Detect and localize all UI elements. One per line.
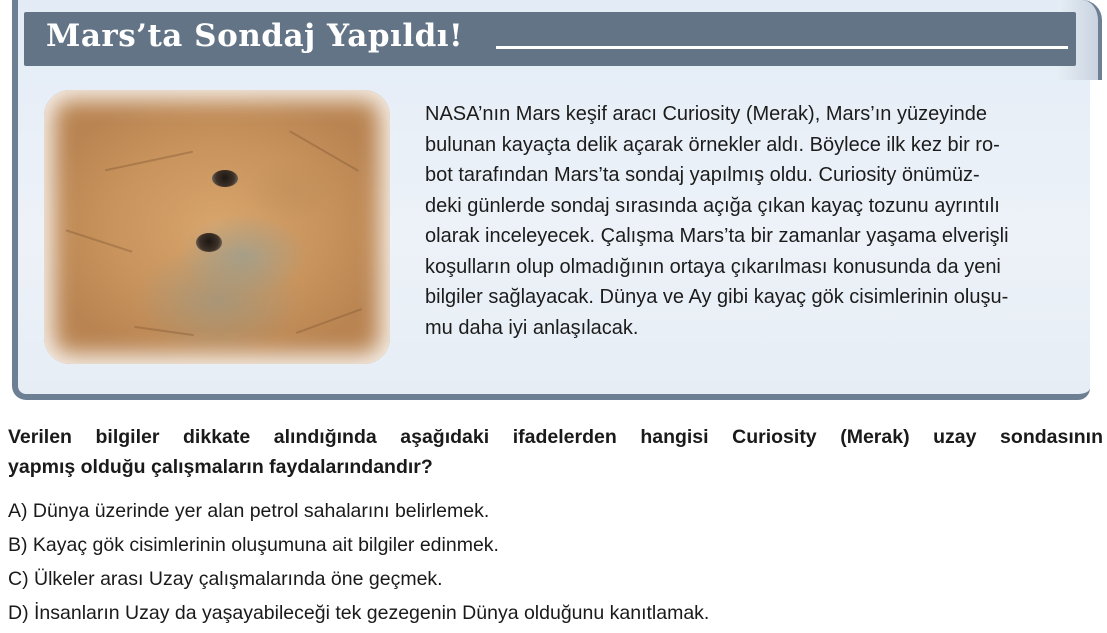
paragraph-line: bot tarafından Mars’ta sondaj yapılmış oldu. Curiosity önümüz- bbox=[425, 164, 980, 186]
option-c[interactable]: C) Ülkeler arası Uzay çalışmalarında öne geçmek. bbox=[8, 568, 443, 590]
option-a[interactable]: A) Dünya üzerinde yer alan petrol sahalarını belirlemek. bbox=[8, 500, 490, 522]
rock-crack bbox=[134, 326, 194, 336]
paragraph-line: bulunan kayaçta delik açarak örnekler aldı. Böylece ilk kez bir ro- bbox=[425, 133, 1000, 156]
title-banner bbox=[24, 12, 1076, 66]
question-line: yapmış olduğu çalışmaların faydalarındandır? bbox=[8, 456, 433, 478]
rock-crack bbox=[289, 130, 359, 172]
paragraph-line: koşulların olup olmadığının ortaya çıkarılması konusunda da yeni bbox=[425, 255, 1001, 278]
article-paragraph bbox=[425, 99, 1045, 343]
paragraph-line: olarak inceleyecek. Çalışma Mars’ta bir zamanlar yaşama elverişli bbox=[425, 225, 1009, 247]
rock-crack bbox=[65, 229, 132, 253]
rock-crack bbox=[296, 308, 362, 334]
drill-hole bbox=[196, 233, 222, 252]
question-line: Verilen bilgiler dikkate alındığında aşağıdaki ifadelerden hangisi Curiosity (Merak) uzay sondasının bbox=[8, 426, 1103, 448]
option-b[interactable]: B) Kayaç gök cisimlerinin oluşumuna ait bilgiler edinmek. bbox=[8, 534, 499, 556]
paragraph-line: bilgiler sağlayacak. Dünya ve Ay gibi kayaç gök cisimlerinin oluşu- bbox=[425, 286, 1009, 308]
rock-crack bbox=[105, 151, 193, 172]
card-title: Mars’ta Sondaj Yapıldı! bbox=[46, 18, 464, 54]
paragraph-line: NASA’nın Mars keşif aracı Curiosity (Merak), Mars’ın yüzeyinde bbox=[425, 103, 988, 125]
paragraph-line: mu daha iyi anlaşılacak. bbox=[425, 316, 639, 339]
question-stem bbox=[8, 422, 1103, 482]
drill-hole bbox=[212, 170, 238, 187]
mars-drill-photo bbox=[44, 90, 390, 364]
paragraph-line: deki günlerde sondaj sırasında açığa çıkan kayaç tozunu ayrıntılı bbox=[425, 194, 1000, 217]
option-d[interactable]: D) İnsanların Uzay da yaşayabileceği tek gezegenin Dünya olduğunu kanıtlamak. bbox=[8, 602, 710, 624]
title-underline bbox=[496, 46, 1068, 49]
answer-options bbox=[8, 494, 709, 630]
